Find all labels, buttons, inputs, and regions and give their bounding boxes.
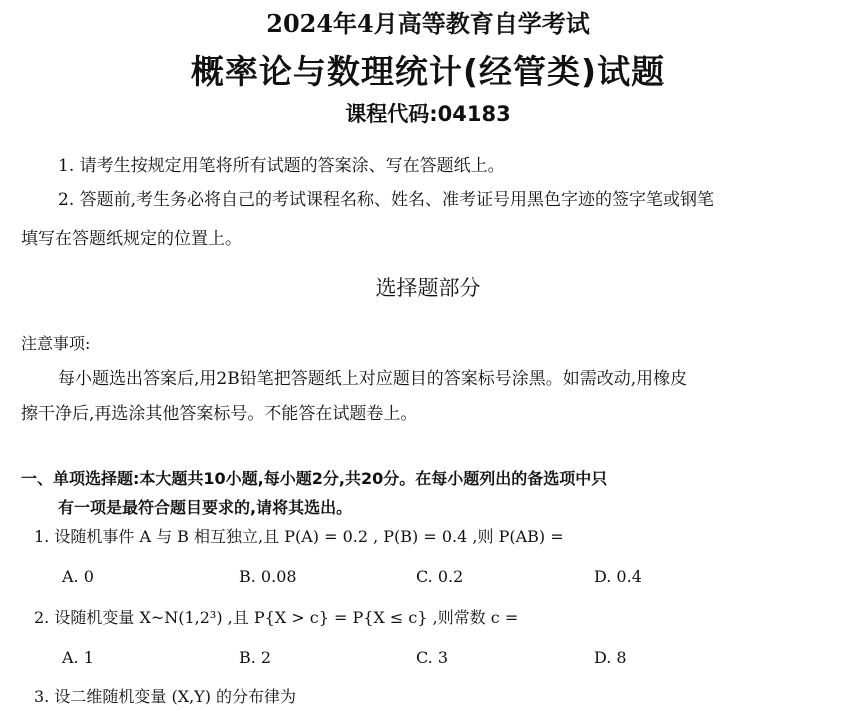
question-2-option-d: D. 8 xyxy=(594,648,627,667)
question-2-option-b: B. 2 xyxy=(239,648,272,667)
subject-title: 概率论与数理统计(经管类)试题 xyxy=(190,52,666,91)
instruction-1: 1. 请考生按规定用笔将所有试题的答案涂、写在答题纸上。 xyxy=(58,156,505,176)
question-2 xyxy=(34,605,518,628)
question-text: 设二维随机变量 (X,Y) 的分布律为 xyxy=(54,687,297,706)
question-1-option-d: D. 0.4 xyxy=(594,567,642,586)
question-2-option-c: C. 3 xyxy=(416,648,449,667)
question-1-option-a: A. 0 xyxy=(62,567,94,586)
question-text: 设随机事件 A 与 B 相互独立,且 P(A) = 0.2 , P(B) = 0.4 ,则 P(AB) = xyxy=(54,527,564,546)
question-number: 2. xyxy=(34,608,50,627)
course-code: 课程代码:04183 xyxy=(345,102,511,126)
part1-heading-line2: 有一项是最符合题目要求的,请将其选出。 xyxy=(58,498,353,517)
question-number: 3. xyxy=(34,687,50,706)
question-number: 1. xyxy=(34,527,50,546)
instruction-2-line1: 2. 答题前,考生务必将自己的考试课程名称、姓名、准考证号用黑色字迹的签字笔或钢笔 xyxy=(58,190,715,210)
part1-heading-line1: 一、单项选择题:本大题共10小题,每小题2分,共20分。在每小题列出的备选项中只 xyxy=(21,469,608,488)
notes-line-1: 每小题选出答案后,用2B铅笔把答题纸上对应题目的答案标号涂黑。如需改动,用橡皮 xyxy=(58,369,688,389)
section-title: 选择题部分 xyxy=(375,276,481,300)
question-1 xyxy=(34,524,564,547)
notes-line-2: 擦干净后,再选涂其他答案标号。不能答在试题卷上。 xyxy=(21,404,418,424)
question-2-option-a: A. 1 xyxy=(62,648,94,667)
notes-label: 注意事项: xyxy=(21,334,91,353)
question-3 xyxy=(34,684,296,707)
question-1-option-c: C. 0.2 xyxy=(416,567,464,586)
exam-session-title: 2024年4月高等教育自学考试 xyxy=(266,9,590,38)
instruction-2-line2: 填写在答题纸规定的位置上。 xyxy=(21,229,242,249)
question-text: 设随机变量 X~N(1,2³) ,且 P{X > c} = P{X ≤ c} ,则常数 c = xyxy=(54,608,519,627)
question-1-option-b: B. 0.08 xyxy=(239,567,297,586)
